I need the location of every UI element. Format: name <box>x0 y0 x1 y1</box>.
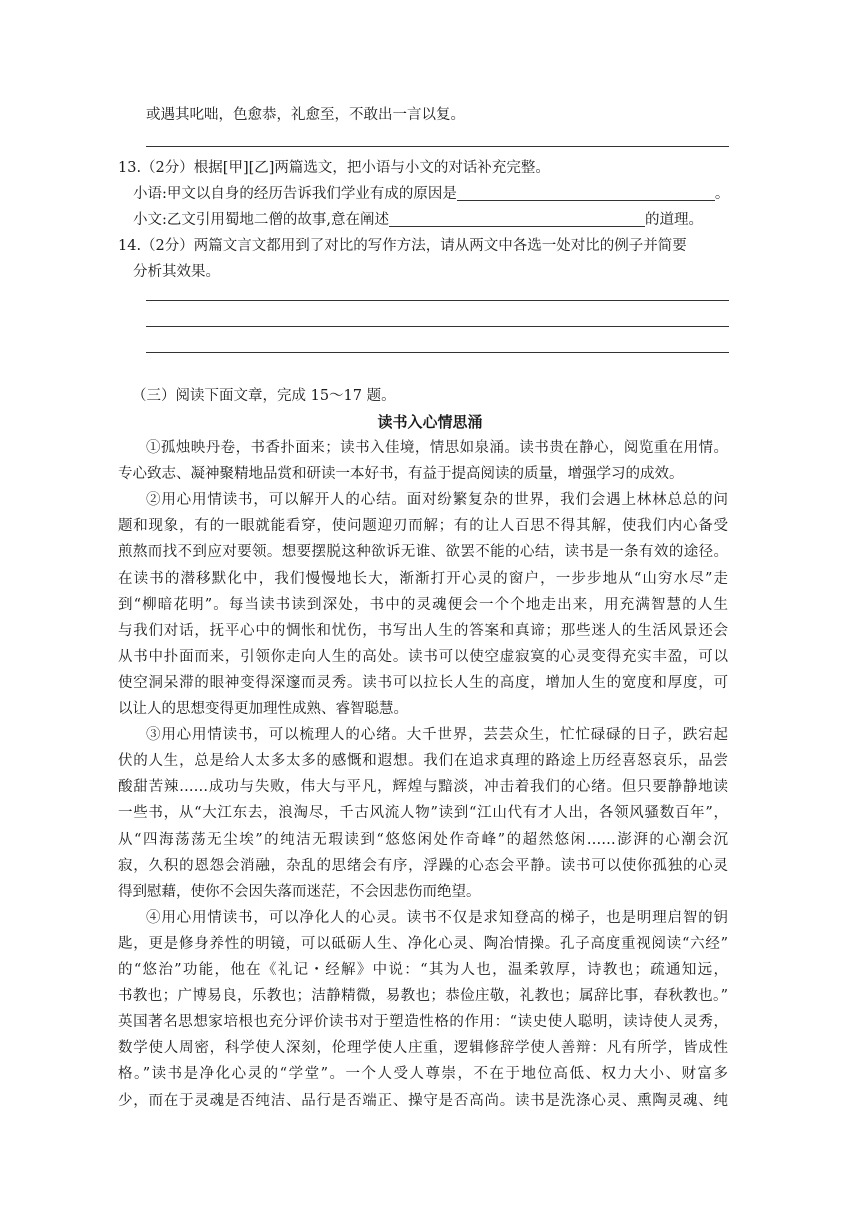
answer-line <box>146 300 729 301</box>
answer-line <box>146 352 729 353</box>
article-line: 以让人的思想变得更加理性成熟、睿智聪慧。 <box>118 701 408 717</box>
answer-line <box>146 326 729 327</box>
article-line: 数学使人周密，科学使人深刻，伦理学使人庄重，逻辑修辞学使人善辩：凡有所学，皆成性 <box>118 1040 728 1056</box>
question-14-line1: 14.（2分）两篇文言文都用到了对比的写作方法，请从两文中各选一处对比的例子并简要 <box>118 238 687 254</box>
article-title: 读书入心情思涌 <box>377 413 483 431</box>
xiaowen-suffix: 的道理。 <box>645 212 703 228</box>
article-line: ④用心用情读书，可以净化人的心灵。读书不仅是求知登高的梯子，也是明理启智的钥 <box>146 910 728 926</box>
article-line: ③用心用情读书，可以梳理人的心绪。大千世界，芸芸众生，忙忙碌碌的日子，跌宕起 <box>146 727 728 743</box>
article-line: 煎熬而找不到应对要领。想要摆脱这种欲诉无谁、欲罢不能的心结，读书是一条有效的途径。 <box>118 544 728 560</box>
article-line: ②用心用情读书，可以解开人的心结。面对纷繁复杂的世界，我们会遇上林林总总的问 <box>146 492 728 508</box>
article-line: 一些书，从“大江东去，浪淘尽，千古风流人物”读到“江山代有才人出，各领风骚数百年”， <box>118 805 728 821</box>
xiaoyu-suffix: 。 <box>714 186 730 202</box>
article-line: 格。”读书是净化心灵的“学堂”。一个人受人尊崇，不在于地位高低、权力大小、财富多 <box>118 1066 728 1082</box>
article-line: 书教也；广博易良，乐教也；洁静精微，易教也；恭俭庄敬，礼教也；属辞比事，春秋教也。” <box>118 988 728 1004</box>
xiaoyu-prefix: 小语:甲文以自身的经历告诉我们学业有成的原因是 <box>133 186 457 202</box>
article-line: ①孤烛映丹卷，书香扑面来；读书入佳境，情思如泉涌。读书贵在静心，阅览重在用情。 <box>146 440 728 456</box>
article-line: 得到慰藉，使你不会因失落而迷茫，不会因悲伤而绝望。 <box>118 884 481 900</box>
article-line: 题和现象，有的一眼就能看穿，使问题迎刃而解；有的让人百思不得其解，使我们内心备受 <box>118 518 728 534</box>
question-13-stem: 13.（2分）根据[甲][乙]两篇选文，把小语与小文的对话补充完整。 <box>118 160 550 176</box>
article-line: 酸甜苦辣……成功与失败，伟大与平凡，辉煌与黯淡，冲击着我们的心绪。但只要静静地读 <box>118 779 728 795</box>
question-14-line2: 分析其效果。 <box>133 264 220 280</box>
article-line: 的“悠治”功能，他在《礼记・经解》中说：“其为人也，温柔敦厚，诗教也；疏通知远， <box>118 962 728 978</box>
article-line: 使空洞呆滞的眼神变得深邃而灵秀。读书可以拉长人生的高度，增加人生的宽度和厚度，可 <box>118 675 728 691</box>
article-line: 到“柳暗花明”。每当读书读到深处，书中的灵魂便会一个个地走出来，用充满智慧的人生 <box>118 597 728 613</box>
section-3-heading: （三）阅读下面文章，完成 15～17 题。 <box>132 388 396 404</box>
article-line: 匙，更是修身养性的明镜，可以砥砺人生、净化心灵、陶冶情操。孔子高度重视阅读“六经” <box>118 936 728 952</box>
article-line: 在读书的潜移默化中，我们慢慢地长大，渐渐打开心灵的窗户，一步步地从“山穷水尽”走 <box>118 571 728 587</box>
article-line: 伏的人生，总是给人太多太多的感慨和遐想。我们在追求真理的路途上历经喜怒哀乐，品尝 <box>118 753 728 769</box>
xiaoyu-answer-blank[interactable] <box>457 185 715 201</box>
article-line: 专心致志、凝神聚精地品赏和研读一本好书，有益于提高阅读的质量，增强学习的成效。 <box>118 466 684 482</box>
article-line: 寂，久积的恩怨会消融，杂乱的思绪会有序，浮躁的心态会平静。读书可以使你孤独的心灵 <box>118 858 728 874</box>
answer-line <box>146 146 729 147</box>
article-line: 从“四海荡荡无尘埃”的纯洁无瑕读到“悠悠闲处作奇峰”的超然悠闲……澎湃的心潮会沉 <box>118 832 728 848</box>
article-line: 少，而在于灵魂是否纯洁、品行是否端正、操守是否高尚。读书是洗涤心灵、熏陶灵魂、纯 <box>118 1093 728 1109</box>
article-line: 从书中扑面而来，引领你走向人生的高处。读书可以使空虚寂寞的心灵变得充实丰盈，可以 <box>118 649 728 665</box>
article-line: 与我们对话，抚平心中的惆怅和忧伤，书写出人生的答案和真谛；那些迷人的生活风景还会 <box>118 623 728 639</box>
question-13-xiaowen <box>133 210 703 230</box>
top-text-line: 或遇其叱咄，色愈恭，礼愈至，不敢出一言以复。 <box>146 107 465 123</box>
question-13-xiaoyu <box>133 184 729 204</box>
xiaowen-prefix: 小文:乙文引用蜀地二僧的故事,意在阐述 <box>133 212 389 228</box>
article-line: 英国著名思想家培根也充分评价读书对于塑造性格的作用：“读史使人聪明，读诗使人灵秀， <box>118 1014 728 1030</box>
xiaowen-answer-blank[interactable] <box>389 211 645 227</box>
